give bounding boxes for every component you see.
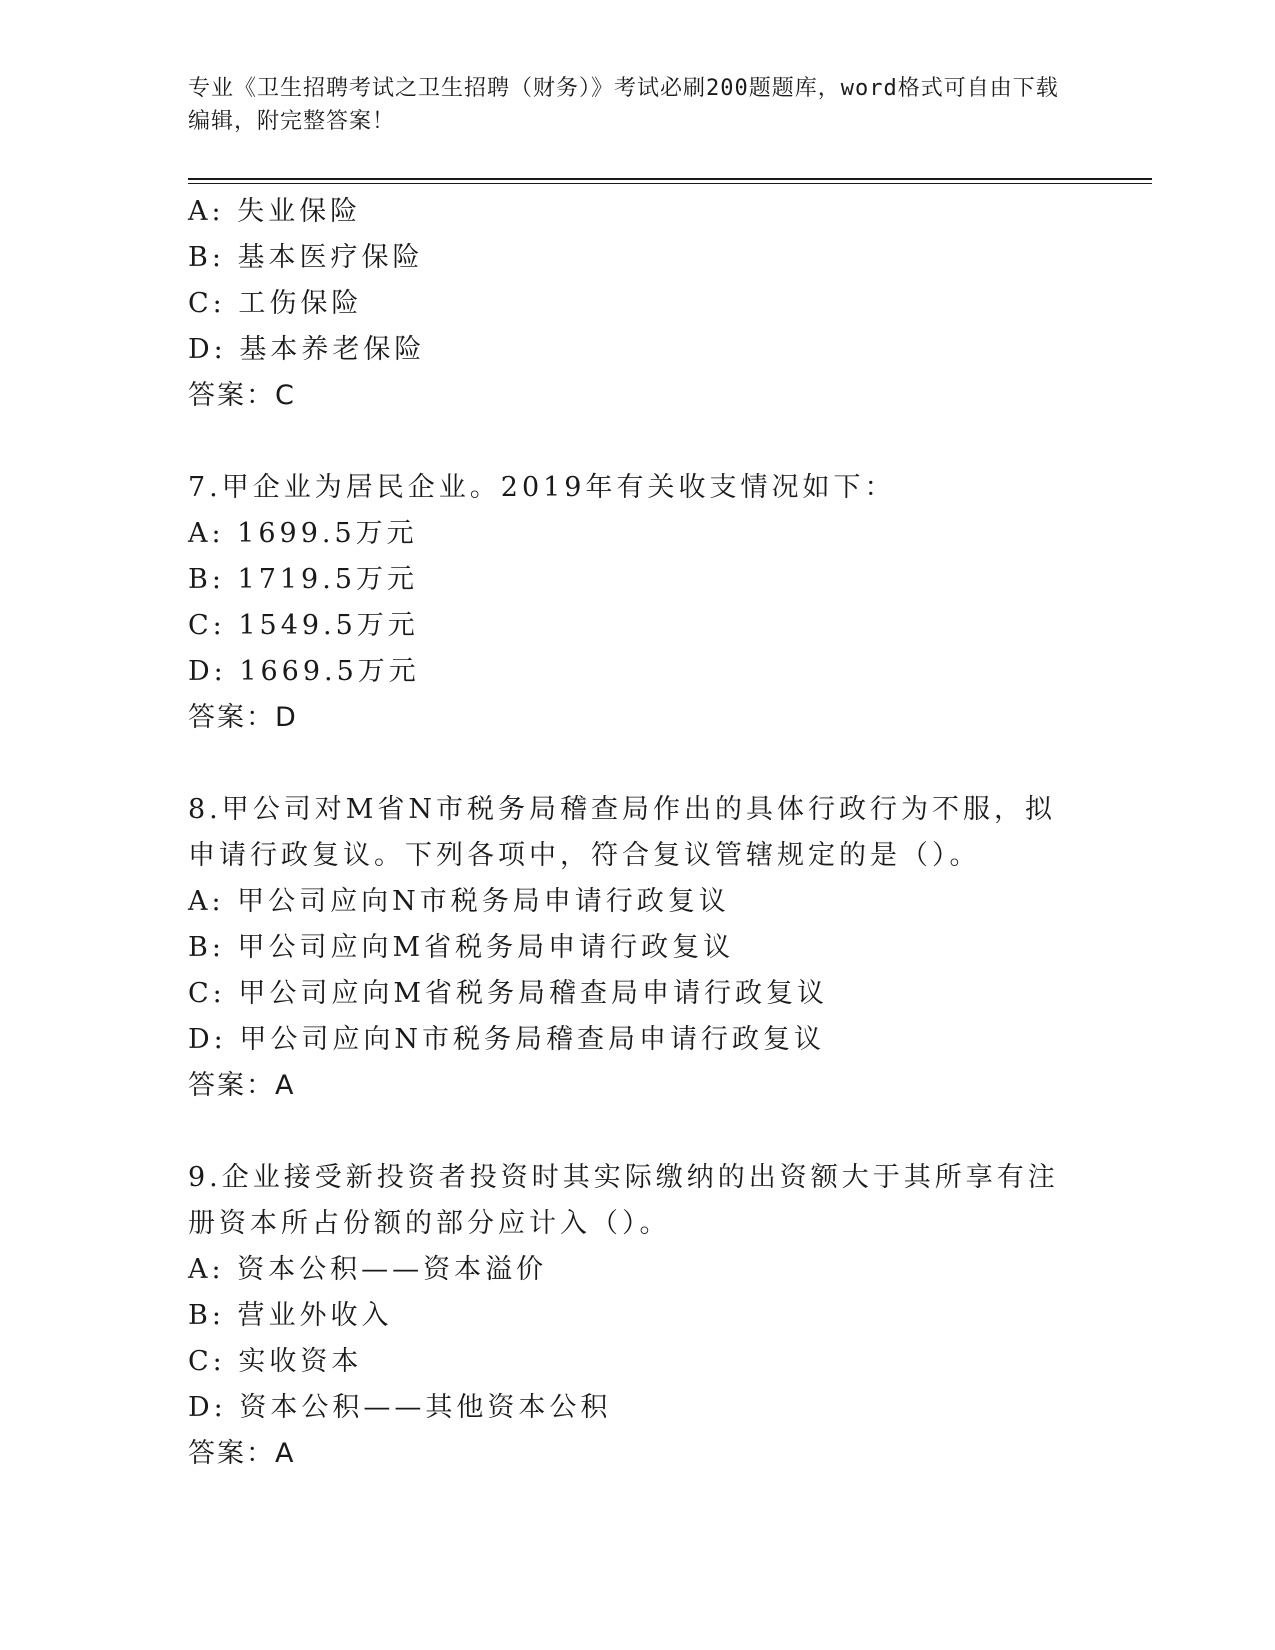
option-a: A: 1699.5万元 [188,518,418,549]
header-rule-thin [188,183,1152,184]
question-7 [188,465,1088,741]
question-list [188,189,1088,1477]
option-a: A: 失业保险 [188,196,362,227]
question-8 [188,787,1088,1109]
answer-line: 答案：A [188,1438,296,1469]
header-rule-thick [188,178,1152,180]
option-c: C: 甲公司应向M省税务局稽查局申请行政复议 [188,978,828,1009]
option-d: D: 资本公积——其他资本公积 [188,1392,612,1423]
option-d: D: 甲公司应向N市税务局稽查局申请行政复议 [188,1024,825,1055]
option-b: B: 1719.5万元 [188,564,418,595]
question-stem: 9.企业接受新投资者投资时其实际缴纳的出资额大于其所享有注册资本所占份额的部分应计入（）。 [188,1162,1059,1239]
question-6-tail [188,189,1088,419]
option-b: B: 基本医疗保险 [188,242,424,273]
answer-line: 答案：C [188,380,296,411]
answer-line: 答案：A [188,1070,296,1101]
question-9 [188,1155,1088,1477]
option-b: B: 营业外收入 [188,1300,393,1331]
option-a: A: 甲公司应向N市税务局申请行政复议 [188,886,730,917]
question-stem: 8.甲公司对M省N市税务局稽查局作出的具体行政行为不服，拟申请行政复议。下列各项中，符合复议管辖规定的是（）。 [188,794,1057,871]
option-c: C: 1549.5万元 [188,610,419,641]
document-header: 专业《卫生招聘考试之卫生招聘（财务）》考试必刷200题题库，word格式可自由下载编辑，附完整答案！ [188,76,1059,134]
option-d: D: 基本养老保险 [188,334,426,365]
option-c: C: 工伤保险 [188,288,363,319]
question-stem: 7.甲企业为居民企业。2019年有关收支情况如下： [188,472,896,503]
option-d: D: 1669.5万元 [188,656,420,687]
option-c: C: 实收资本 [188,1346,363,1377]
option-b: B: 甲公司应向M省税务局申请行政复议 [188,932,735,963]
answer-line: 答案：D [188,702,298,733]
option-a: A: 资本公积——资本溢价 [188,1254,548,1285]
